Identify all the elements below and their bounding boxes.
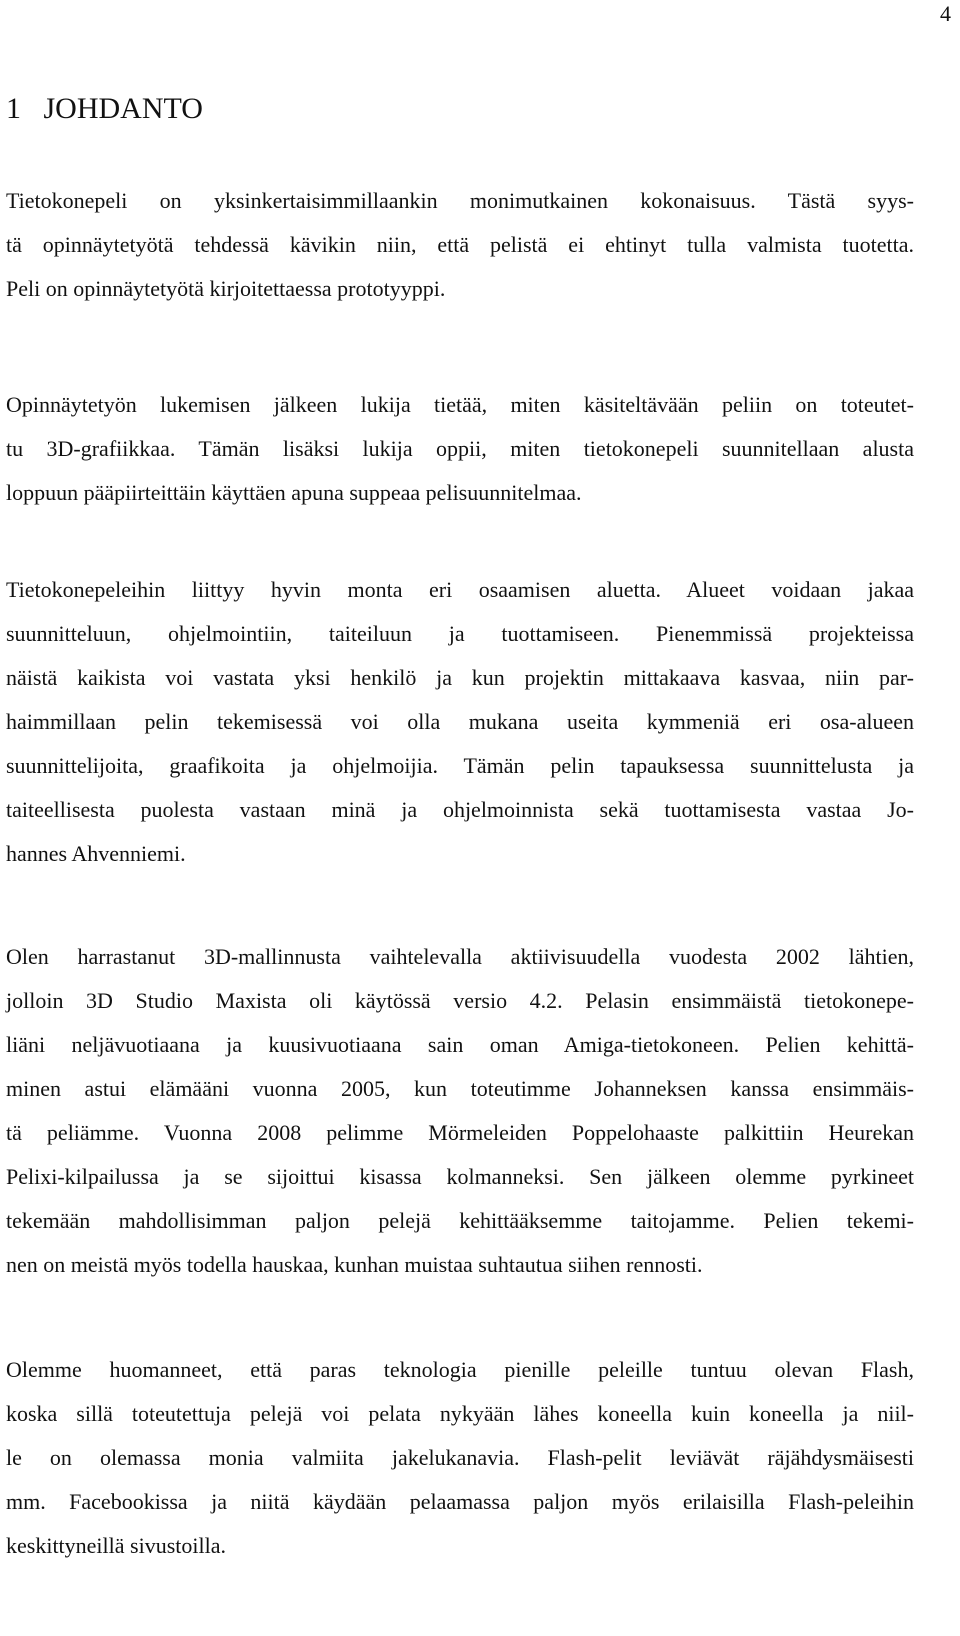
text-line: Pelixi-kilpailussa ja se sijoittui kisassa kolmanneksi. Sen jälkeen olemme pyrkineet (6, 1164, 914, 1189)
chapter-title: JOHDANTO (43, 92, 203, 125)
text-line: liäni neljävuotiaana ja kuusivuotiaana sain oman Amiga-tietokoneen. Pelien kehittä- (6, 1032, 914, 1057)
text-line: suunnitteluun, ohjelmointiin, taiteiluun ja tuottamiseen. Pienemmissä projekteissa (6, 621, 914, 646)
paragraph-2 (6, 383, 914, 515)
text-line: suunnittelijoita, graafikoita ja ohjelmoijia. Tämän pelin tapauksessa suunnittelusta ja (6, 753, 914, 778)
paragraph-5 (6, 1348, 914, 1568)
text-line: Olemme huomanneet, että paras teknologia pienille peleille tuntuu olevan Flash, (6, 1357, 914, 1382)
text-line: minen astui elämääni vuonna 2005, kun toteutimme Johanneksen kanssa ensimmäis- (6, 1076, 914, 1101)
text-line: tä opinnäytetyötä tehdessä kävikin niin, että pelistä ei ehtinyt tulla valmista tuotetta. (6, 232, 914, 257)
text-line: mm. Facebookissa ja niitä käydään pelaamassa paljon myös erilaisilla Flash-peleihin (6, 1489, 914, 1514)
chapter-number: 1 (6, 92, 21, 125)
chapter-heading (6, 91, 203, 127)
text-line: Opinnäytetyön lukemisen jälkeen lukija tietää, miten käsiteltävään peliin on toteutet- (6, 392, 914, 417)
paragraph-1 (6, 179, 914, 311)
text-line: loppuun pääpiirteittäin käyttäen apuna suppeaa pelisuunnitelmaa. (6, 480, 582, 505)
text-line: le on olemassa monia valmiita jakelukanavia. Flash-pelit leviävät räjähdysmäisesti (6, 1445, 914, 1470)
text-line: taiteellisesta puolesta vastaan minä ja ohjelmoinnista sekä tuottamisesta vastaa Jo- (6, 797, 914, 822)
text-line: koska sillä toteutettuja pelejä voi pelata nykyään lähes koneella kuin koneella ja niil- (6, 1401, 914, 1426)
paragraph-3 (6, 568, 914, 876)
text-line: keskittyneillä sivustoilla. (6, 1533, 226, 1558)
text-line: Peli on opinnäytetyötä kirjoitettaessa prototyyppi. (6, 276, 446, 301)
text-line: tä peliämme. Vuonna 2008 pelimme Mörmeleiden Poppelohaaste palkittiin Heurekan (6, 1120, 914, 1145)
text-line: Tietokonepeleihin liittyy hyvin monta eri osaamisen aluetta. Alueet voidaan jakaa (6, 577, 914, 602)
text-line: näistä kaikista voi vastata yksi henkilö ja kun projektin mittakaava kasvaa, niin par- (6, 665, 914, 690)
text-line: jolloin 3D Studio Maxista oli käytössä versio 4.2. Pelasin ensimmäistä tietokonepe- (6, 988, 914, 1013)
text-line: Olen harrastanut 3D-mallinnusta vaihtelevalla aktiivisuudella vuodesta 2002 lähtien, (6, 944, 914, 969)
page-number: 4 (940, 1, 951, 26)
paragraph-4 (6, 935, 914, 1287)
text-line: tekemään mahdollisimman paljon pelejä kehittääksemme taitojamme. Pelien tekemi- (6, 1208, 914, 1233)
text-line: hannes Ahvenniemi. (6, 841, 186, 866)
text-line: nen on meistä myös todella hauskaa, kunhan muistaa suhtautua siihen rennosti. (6, 1252, 703, 1277)
text-line: tu 3D-grafiikkaa. Tämän lisäksi lukija oppii, miten tietokonepeli suunnitellaan alusta (6, 436, 914, 461)
text-line: haimmillaan pelin tekemisessä voi olla mukana useita kymmeniä eri osa-alueen (6, 709, 914, 734)
text-line: Tietokonepeli on yksinkertaisimmillaankin monimutkainen kokonaisuus. Tästä syys- (6, 188, 914, 213)
